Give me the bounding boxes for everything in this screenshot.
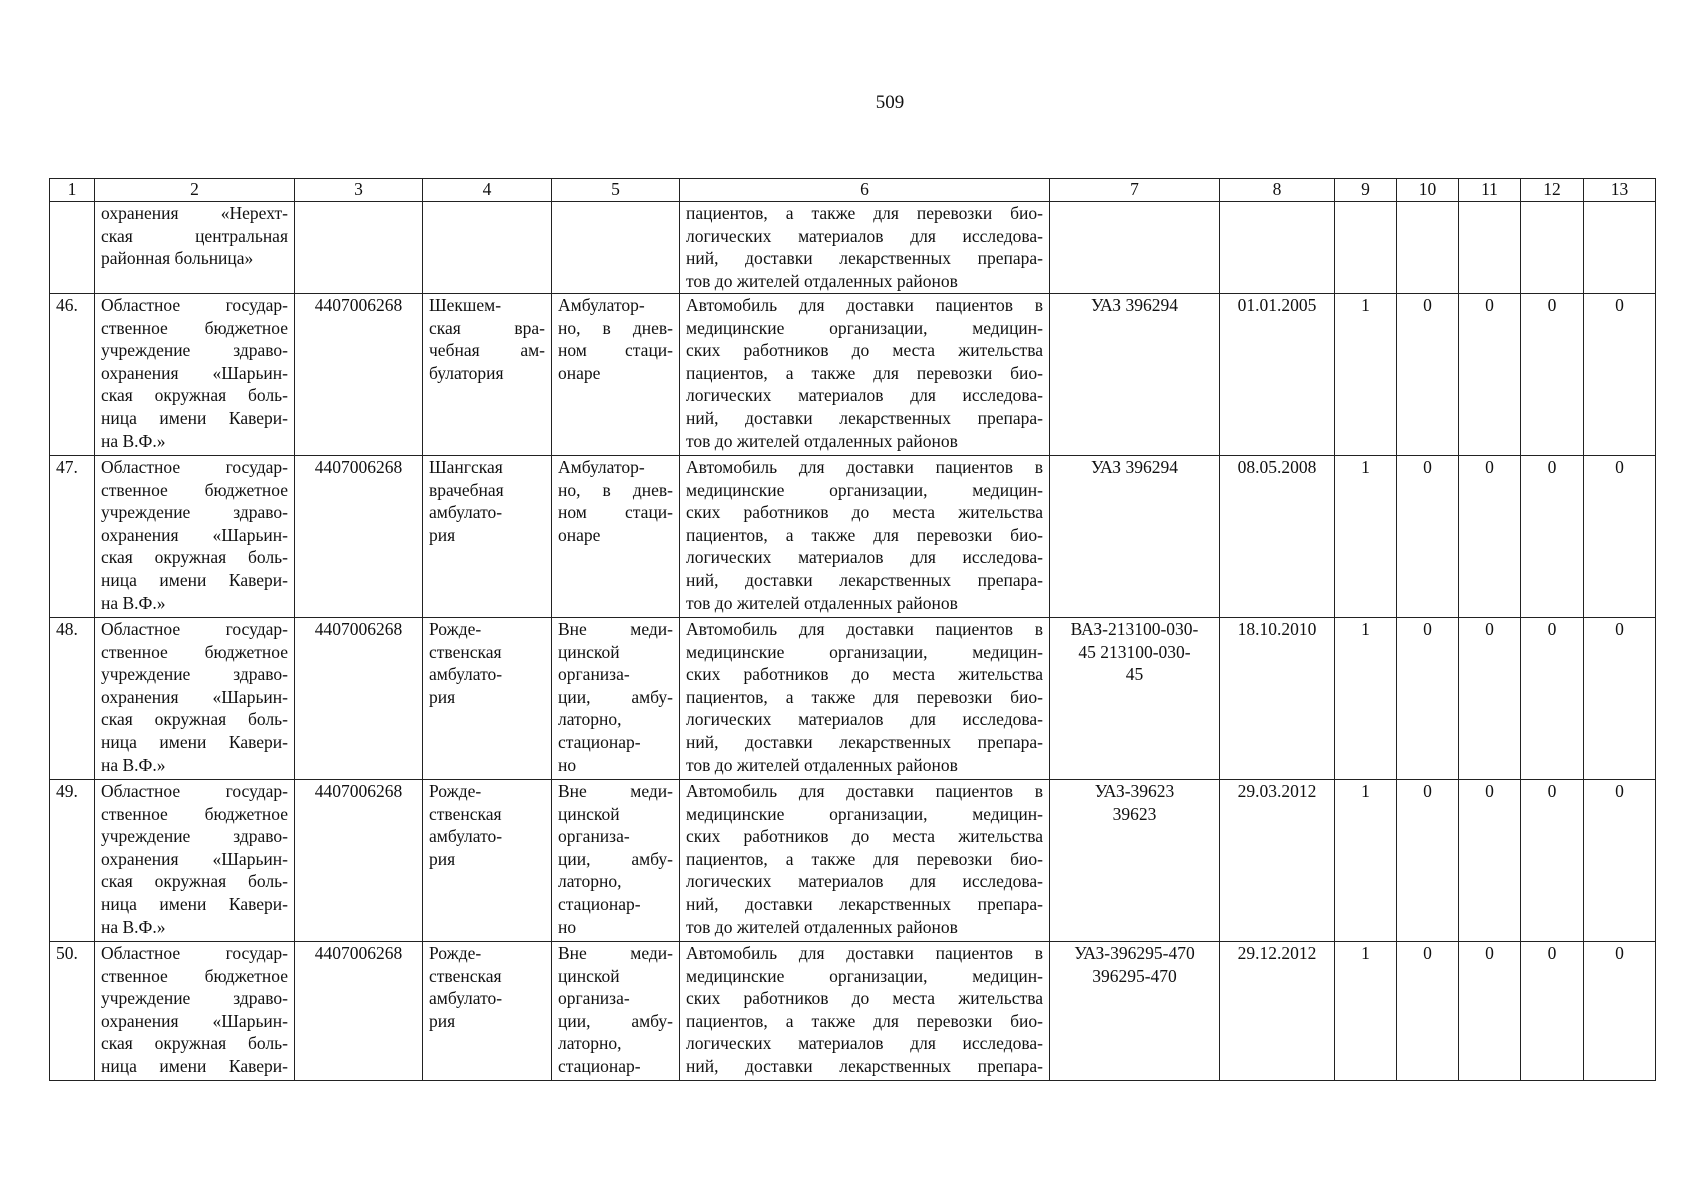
unit-cell	[423, 456, 552, 618]
text-line: УАЗ-396295-470	[1074, 943, 1195, 963]
text-line: ний, доставки лекарственных препара-	[686, 731, 1043, 752]
table-row	[50, 942, 1656, 1081]
organization-cell	[95, 202, 295, 294]
text-line: Автомобиль для доставки пациентов в	[686, 619, 1043, 639]
count-cell	[1335, 618, 1397, 780]
count-cell	[1397, 618, 1459, 780]
text-line: Вне меди-	[558, 619, 673, 639]
text-line: учреждение здраво-	[101, 664, 288, 685]
text-line: ственное бюджетное	[101, 479, 288, 500]
vehicle-cell	[1050, 780, 1220, 942]
text-line: ская окружная боль-	[101, 385, 288, 406]
text-line: 45 213100-030-	[1078, 641, 1191, 662]
cell-value: 0	[1485, 943, 1494, 963]
cell-value: 48.	[56, 619, 78, 639]
cell-value: 0	[1485, 619, 1494, 639]
cell-value: 0	[1615, 781, 1624, 801]
inn-cell	[295, 618, 423, 780]
table-row	[50, 780, 1656, 942]
text-line: Рожде-	[429, 619, 482, 639]
text-line: ний, доставки лекарственных препара-	[686, 248, 1043, 269]
text-line: 39623	[1112, 803, 1157, 824]
cell-value: 1	[1361, 943, 1370, 963]
text-line: ции, амбу-	[558, 1010, 673, 1031]
text-line: латорно,	[558, 1033, 622, 1054]
table-row	[50, 456, 1656, 618]
text-line: амбулато-	[429, 826, 503, 847]
text-line: пациентов, а также для перевозки био-	[686, 203, 1043, 223]
text-line: ственская	[429, 965, 502, 986]
text-line: логических материалов для исследова-	[686, 709, 1043, 730]
count-cell	[1397, 294, 1459, 456]
cell-value: 0	[1547, 457, 1557, 477]
count-cell	[1521, 456, 1584, 618]
cell-value: 0	[1423, 943, 1432, 963]
text-line: пациентов, а также для перевозки био-	[686, 686, 1043, 707]
text-line: тов до жителей отдаленных районов	[686, 592, 958, 613]
text-line: Областное государ-	[101, 457, 288, 477]
date-cell	[1220, 942, 1335, 1081]
organization-cell	[95, 942, 295, 1081]
text-line: но, в днев-	[558, 317, 673, 338]
cell-value: 4407006268	[314, 295, 403, 315]
purpose-cell	[680, 202, 1050, 294]
count-cell	[1521, 618, 1584, 780]
text-line: Вне меди-	[558, 943, 673, 963]
vehicle-register-table	[49, 178, 1656, 1081]
text-line: ний, доставки лекарственных препара-	[686, 569, 1043, 590]
cell-value: 29.12.2012	[1237, 943, 1317, 963]
text-line: ственное бюджетное	[101, 641, 288, 662]
text-line: Областное государ-	[101, 781, 288, 801]
count-cell	[1584, 202, 1656, 294]
text-line: охранения «Шарьин-	[101, 848, 288, 869]
text-line: цинской	[558, 965, 620, 986]
text-line: амбулато-	[429, 502, 503, 523]
text-line: булатория	[429, 362, 504, 383]
mode-cell	[552, 780, 680, 942]
date-cell	[1220, 780, 1335, 942]
count-cell	[1459, 202, 1521, 294]
cell-value: 0	[1547, 619, 1557, 639]
text-line: тов до жителей отдаленных районов	[686, 916, 958, 937]
text-line: стационар-	[558, 731, 641, 752]
text-line: логических материалов для исследова-	[686, 547, 1043, 568]
mode-cell	[552, 456, 680, 618]
text-line: пациентов, а также для перевозки био-	[686, 362, 1043, 383]
text-line: ская окружная боль-	[101, 871, 288, 892]
text-line: логических материалов для исследова-	[686, 1033, 1043, 1054]
count-cell	[1335, 456, 1397, 618]
column-header: 12	[1521, 179, 1584, 202]
vehicle-cell	[1050, 618, 1220, 780]
text-line: на В.Ф.»	[101, 916, 166, 937]
text-line: ских работников до места жительства	[686, 502, 1043, 523]
count-cell	[1521, 202, 1584, 294]
text-line: Шангская	[429, 457, 503, 477]
column-number-row	[50, 179, 1656, 202]
text-line: учреждение здраво-	[101, 502, 288, 523]
text-line: Амбулатор-	[558, 295, 645, 315]
text-line: стационар-	[558, 1055, 641, 1076]
text-line: ская окружная боль-	[101, 1033, 288, 1054]
text-line: логических материалов для исследова-	[686, 225, 1043, 246]
text-line: амбулато-	[429, 988, 503, 1009]
cell-value: 49.	[56, 781, 78, 801]
text-line: ном стаци-	[558, 340, 673, 361]
cell-value: 0	[1485, 457, 1494, 477]
count-cell	[1459, 618, 1521, 780]
text-line: ний, доставки лекарственных препара-	[686, 1055, 1043, 1076]
cell-value: 0	[1423, 295, 1432, 315]
row-number-cell	[50, 618, 95, 780]
count-cell	[1584, 942, 1656, 1081]
text-line: цинской	[558, 803, 620, 824]
count-cell	[1397, 942, 1459, 1081]
cell-value: 1	[1361, 295, 1370, 315]
text-line: ственская	[429, 803, 502, 824]
text-line: но	[558, 916, 577, 937]
inn-cell	[295, 456, 423, 618]
text-line: УАЗ 396294	[1091, 295, 1178, 315]
text-line: медицинские организации, медицин-	[686, 641, 1043, 662]
cell-value: 0	[1547, 295, 1557, 315]
text-line: организа-	[558, 988, 630, 1009]
text-line: латорно,	[558, 871, 622, 892]
text-line: ственное бюджетное	[101, 317, 288, 338]
column-header: 6	[680, 179, 1050, 202]
column-header: 11	[1459, 179, 1521, 202]
purpose-cell	[680, 618, 1050, 780]
column-header: 7	[1050, 179, 1220, 202]
text-line: Рожде-	[429, 781, 482, 801]
column-header: 9	[1335, 179, 1397, 202]
inn-cell	[295, 202, 423, 294]
text-line: на В.Ф.»	[101, 430, 166, 451]
continuation-row	[50, 202, 1656, 294]
table-row	[50, 294, 1656, 456]
inn-cell	[295, 780, 423, 942]
text-line: ции, амбу-	[558, 686, 673, 707]
cell-value: 4407006268	[314, 943, 403, 963]
text-line: стационар-	[558, 893, 641, 914]
text-line: ских работников до места жительства	[686, 664, 1043, 685]
row-number-cell	[50, 294, 95, 456]
cell-value: 29.03.2012	[1237, 781, 1317, 801]
text-line: ская вра-	[429, 317, 545, 338]
count-cell	[1335, 202, 1397, 294]
text-line: медицинские организации, медицин-	[686, 803, 1043, 824]
column-header: 8	[1220, 179, 1335, 202]
unit-cell	[423, 942, 552, 1081]
vehicle-cell	[1050, 294, 1220, 456]
cell-value: 1	[1361, 781, 1370, 801]
text-line: Амбулатор-	[558, 457, 645, 477]
count-cell	[1397, 202, 1459, 294]
text-line: организа-	[558, 664, 630, 685]
cell-value: 0	[1423, 619, 1432, 639]
text-line: Областное государ-	[101, 295, 288, 315]
cell-value: 0	[1615, 457, 1624, 477]
cell-value: 0	[1615, 943, 1624, 963]
text-line: но	[558, 754, 577, 775]
count-cell	[1584, 618, 1656, 780]
unit-cell	[423, 780, 552, 942]
text-line: Шекшем-	[429, 295, 502, 315]
date-cell	[1220, 294, 1335, 456]
text-line: ская окружная боль-	[101, 547, 288, 568]
cell-value: 0	[1485, 295, 1494, 315]
text-line: онаре	[558, 362, 601, 383]
organization-cell	[95, 456, 295, 618]
cell-value: 46.	[56, 295, 78, 315]
count-cell	[1584, 294, 1656, 456]
text-line: рия	[429, 848, 456, 869]
vehicle-cell	[1050, 456, 1220, 618]
cell-value: 01.01.2005	[1237, 295, 1317, 315]
text-line: ница имени Кавери-	[101, 569, 288, 590]
cell-value: 0	[1547, 781, 1557, 801]
text-line: ница имени Кавери-	[101, 731, 288, 752]
purpose-cell	[680, 942, 1050, 1081]
column-header: 10	[1397, 179, 1459, 202]
text-line: Областное государ-	[101, 943, 288, 963]
cell-value: 50.	[56, 943, 78, 963]
text-line: тов до жителей отдаленных районов	[686, 270, 958, 291]
purpose-cell	[680, 780, 1050, 942]
column-header: 2	[95, 179, 295, 202]
text-line: рия	[429, 686, 456, 707]
text-line: охранения «Нерехт-	[101, 203, 288, 223]
text-line: Автомобиль для доставки пациентов в	[686, 295, 1043, 315]
text-line: УАЗ-39623	[1094, 781, 1175, 801]
text-line: амбулато-	[429, 664, 503, 685]
text-line: ская окружная боль-	[101, 709, 288, 730]
purpose-cell	[680, 456, 1050, 618]
text-line: цинской	[558, 641, 620, 662]
count-cell	[1521, 780, 1584, 942]
cell-value: 0	[1547, 943, 1557, 963]
row-number-cell	[50, 202, 95, 294]
cell-value: 0	[1485, 781, 1494, 801]
purpose-cell	[680, 294, 1050, 456]
cell-value: 47.	[56, 457, 78, 477]
table-row	[50, 618, 1656, 780]
text-line: охранения «Шарьин-	[101, 524, 288, 545]
text-line: ВАЗ-213100-030-	[1070, 619, 1199, 639]
count-cell	[1459, 456, 1521, 618]
text-line: ственская	[429, 641, 502, 662]
text-line: пациентов, а также для перевозки био-	[686, 524, 1043, 545]
cell-value: 0	[1423, 781, 1432, 801]
count-cell	[1459, 942, 1521, 1081]
unit-cell	[423, 202, 552, 294]
text-line: логических материалов для исследова-	[686, 385, 1043, 406]
text-line: ний, доставки лекарственных препара-	[686, 893, 1043, 914]
cell-value: 18.10.2010	[1237, 619, 1317, 639]
count-cell	[1335, 780, 1397, 942]
count-cell	[1459, 294, 1521, 456]
text-line: Вне меди-	[558, 781, 673, 801]
text-line: ции, амбу-	[558, 848, 673, 869]
count-cell	[1335, 294, 1397, 456]
text-line: латорно,	[558, 709, 622, 730]
count-cell	[1521, 294, 1584, 456]
text-line: онаре	[558, 524, 601, 545]
cell-value: 1	[1361, 619, 1370, 639]
cell-value: 08.05.2008	[1237, 457, 1317, 477]
inn-cell	[295, 294, 423, 456]
text-line: ских работников до места жительства	[686, 988, 1043, 1009]
text-line: 396295-470	[1092, 965, 1177, 986]
row-number-cell	[50, 780, 95, 942]
column-header: 3	[295, 179, 423, 202]
inn-cell	[295, 942, 423, 1081]
text-line: учреждение здраво-	[101, 826, 288, 847]
date-cell	[1220, 456, 1335, 618]
cell-value: 0	[1615, 619, 1624, 639]
organization-cell	[95, 294, 295, 456]
text-line: Автомобиль для доставки пациентов в	[686, 457, 1043, 477]
text-line: Автомобиль для доставки пациентов в	[686, 781, 1043, 801]
text-line: ний, доставки лекарственных препара-	[686, 407, 1043, 428]
organization-cell	[95, 618, 295, 780]
text-line: Областное государ-	[101, 619, 288, 639]
row-number-cell	[50, 942, 95, 1081]
column-header: 4	[423, 179, 552, 202]
text-line: медицинские организации, медицин-	[686, 965, 1043, 986]
text-line: организа-	[558, 826, 630, 847]
text-line: ница имени Кавери-	[101, 1055, 288, 1076]
text-line: тов до жителей отдаленных районов	[686, 430, 958, 451]
cell-value: 4407006268	[314, 781, 403, 801]
text-line: Рожде-	[429, 943, 482, 963]
text-line: ская центральная	[101, 225, 288, 246]
text-line: но, в днев-	[558, 479, 673, 500]
text-line: рия	[429, 524, 456, 545]
count-cell	[1397, 780, 1459, 942]
organization-cell	[95, 780, 295, 942]
text-line: районная больница»	[101, 248, 254, 269]
text-line: охранения «Шарьин-	[101, 362, 288, 383]
cell-value: 4407006268	[314, 457, 403, 477]
text-line: на В.Ф.»	[101, 754, 166, 775]
text-line: тов до жителей отдаленных районов	[686, 754, 958, 775]
text-line: учреждение здраво-	[101, 340, 288, 361]
vehicle-cell	[1050, 202, 1220, 294]
text-line: пациентов, а также для перевозки био-	[686, 848, 1043, 869]
text-line: ских работников до места жительства	[686, 826, 1043, 847]
date-cell	[1220, 202, 1335, 294]
text-line: медицинские организации, медицин-	[686, 317, 1043, 338]
count-cell	[1584, 780, 1656, 942]
count-cell	[1397, 456, 1459, 618]
page-number: 509	[875, 92, 905, 113]
text-line: ница имени Кавери-	[101, 407, 288, 428]
text-line: ственное бюджетное	[101, 965, 288, 986]
column-header: 13	[1584, 179, 1656, 202]
count-cell	[1584, 456, 1656, 618]
mode-cell	[552, 202, 680, 294]
date-cell	[1220, 618, 1335, 780]
text-line: логических материалов для исследова-	[686, 871, 1043, 892]
cell-value: 0	[1615, 295, 1624, 315]
text-line: Автомобиль для доставки пациентов в	[686, 943, 1043, 963]
text-line: охранения «Шарьин-	[101, 686, 288, 707]
text-line: рия	[429, 1010, 456, 1031]
text-line: учреждение здраво-	[101, 988, 288, 1009]
cell-value: 4407006268	[314, 619, 403, 639]
mode-cell	[552, 294, 680, 456]
text-line: на В.Ф.»	[101, 592, 166, 613]
vehicle-cell	[1050, 942, 1220, 1081]
text-line: ских работников до места жительства	[686, 340, 1043, 361]
count-cell	[1335, 942, 1397, 1081]
unit-cell	[423, 294, 552, 456]
column-header: 1	[50, 179, 95, 202]
text-line: УАЗ 396294	[1091, 457, 1178, 477]
text-line: медицинские организации, медицин-	[686, 479, 1043, 500]
text-line: ном стаци-	[558, 502, 673, 523]
text-line: ственное бюджетное	[101, 803, 288, 824]
mode-cell	[552, 942, 680, 1081]
mode-cell	[552, 618, 680, 780]
cell-value: 1	[1361, 457, 1370, 477]
column-header: 5	[552, 179, 680, 202]
unit-cell	[423, 618, 552, 780]
text-line: пациентов, а также для перевозки био-	[686, 1010, 1043, 1031]
text-line: охранения «Шарьин-	[101, 1010, 288, 1031]
cell-value: 0	[1423, 457, 1432, 477]
text-line: 45	[1125, 664, 1144, 685]
count-cell	[1459, 780, 1521, 942]
count-cell	[1521, 942, 1584, 1081]
text-line: врачебная	[429, 479, 504, 500]
text-line: ница имени Кавери-	[101, 893, 288, 914]
text-line: чебная ам-	[429, 340, 545, 361]
row-number-cell	[50, 456, 95, 618]
